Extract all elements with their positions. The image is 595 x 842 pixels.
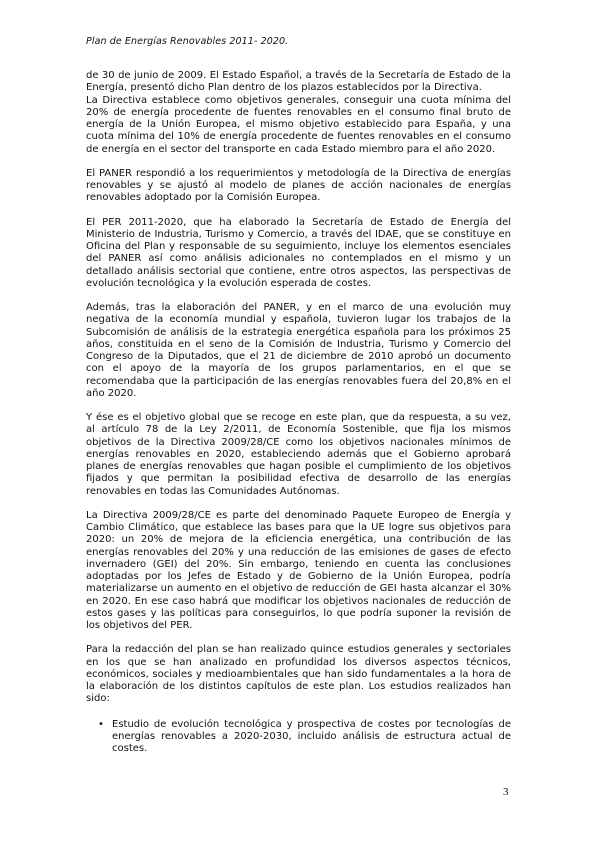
paragraph: Para la redacción del plan se han realizado quince estudios generales y sectoriales en los que se han analizado en profundidad los diversos aspectos técnicos, económicos, sociales y medioambientales que han sido fundamentales a la hora de la elaboración de los distintos capítulos de este plan. Los estudios realizados han sido:	[86, 644, 511, 705]
list-item-text: Estudio de evolución tecnológica y prospectiva de costes por tecnologías de energías renovables a 2020-2030, incluido análisis de estructura actual de costes.	[112, 718, 511, 754]
studies-list	[86, 719, 511, 756]
paragraph: El PANER respondió a los requerimientos y metodología de la Directiva de energías renovables y se ajustó al modelo de planes de acción nacionales de energías renovables adoptado por la Comisión Europea.	[86, 167, 511, 204]
paragraph: Además, tras la elaboración del PANER, y en el marco de una evolución muy negativa de la economía mundial y española, tuvieron lugar los trabajos de la Subcomisión de análisis de la estrategia energética española para los próximos 25 años, constituida en el seno de la Comisión de Industria, Turismo y Comercio del Congreso de la Diputados, que el 21 de diciembre de 2010 aprobó un documento con el apoyo de la mayoría de los grupos parlamentarios, en el que se recomendaba que la participación de las energías renovables fuera del 20,8% en el año 2020.	[86, 302, 511, 399]
paragraph: Y ése es el objetivo global que se recoge en este plan, que da respuesta, a su vez, al artículo 78 de la Ley 2/2011, de Economía Sostenible, que fija los mismos objetivos de la Directiva 2009/28/CE como los objetivos nacionales mínimos de energías renovables en 2020, estableciendo además que el Gobierno aprobará planes de energías renovables que hagan posible el cumplimiento de los objetivos fijados y que permitan la posibilidad efectiva de desarrollo de las energías renovables en todas las Comunidades Autónomas.	[86, 412, 511, 497]
bullet-icon: •	[98, 718, 104, 730]
paragraph: La Directiva 2009/28/CE es parte del denominado Paquete Europeo de Energía y Cambio Climático, que establece las bases para que la UE logre sus objetivos para 2020: un 20% de mejora de la eficiencia energética, una contribución de las energías renovables del 20% y una reducción de las emisiones de gases de efecto invernadero (GEI) del 20%. Sin embargo, teniendo en cuenta las conclusiones adoptadas por los Jefes de Estado y de Gobierno de la Unión Europea, podría materializarse un aumento en el objetivo de reducción de GEI hasta alcanzar el 30% en 2020. En ese caso habrá que modificar los objetivos nacionales de reducción de estos gases y las políticas para conseguirlos, lo que podría suponer la revisión de los objetivos del PER.	[86, 509, 511, 631]
page-number: 3	[503, 786, 509, 798]
page-body	[86, 70, 511, 755]
paragraph: El PER 2011-2020, que ha elaborado la Secretaría de Estado de Energía del Ministerio de Industria, Turismo y Comercio, a través del IDAE, que se constituye en Oficina del Plan y responsable de su seguimiento, incluye los elementos esenciales del PANER así como análisis adicionales no contemplados en el mismo y un detallado análisis sectorial que contiene, entre otros aspectos, las perspectivas de evolución tecnológica y la evolución esperada de costes.	[86, 216, 511, 289]
running-header: Plan de Energías Renovables 2011- 2020.	[86, 36, 289, 47]
paragraph: de 30 de junio de 2009. El Estado Español, a través de la Secretaría de Estado de la Energía, presentó dicho Plan dentro de los plazos establecidos por la Directiva.	[86, 70, 511, 94]
paragraph: La Directiva establece como objetivos generales, conseguir una cuota mínima del 20% de energía procedente de fuentes renovables en el consumo final bruto de energía de la Unión Europea, el mismo objetivo establecido para España, y una cuota mínima del 10% de energía procedente de fuentes renovables en el consumo de energía en el sector del transporte en cada Estado miembro para el año 2020.	[86, 94, 511, 155]
list-item	[98, 718, 511, 756]
